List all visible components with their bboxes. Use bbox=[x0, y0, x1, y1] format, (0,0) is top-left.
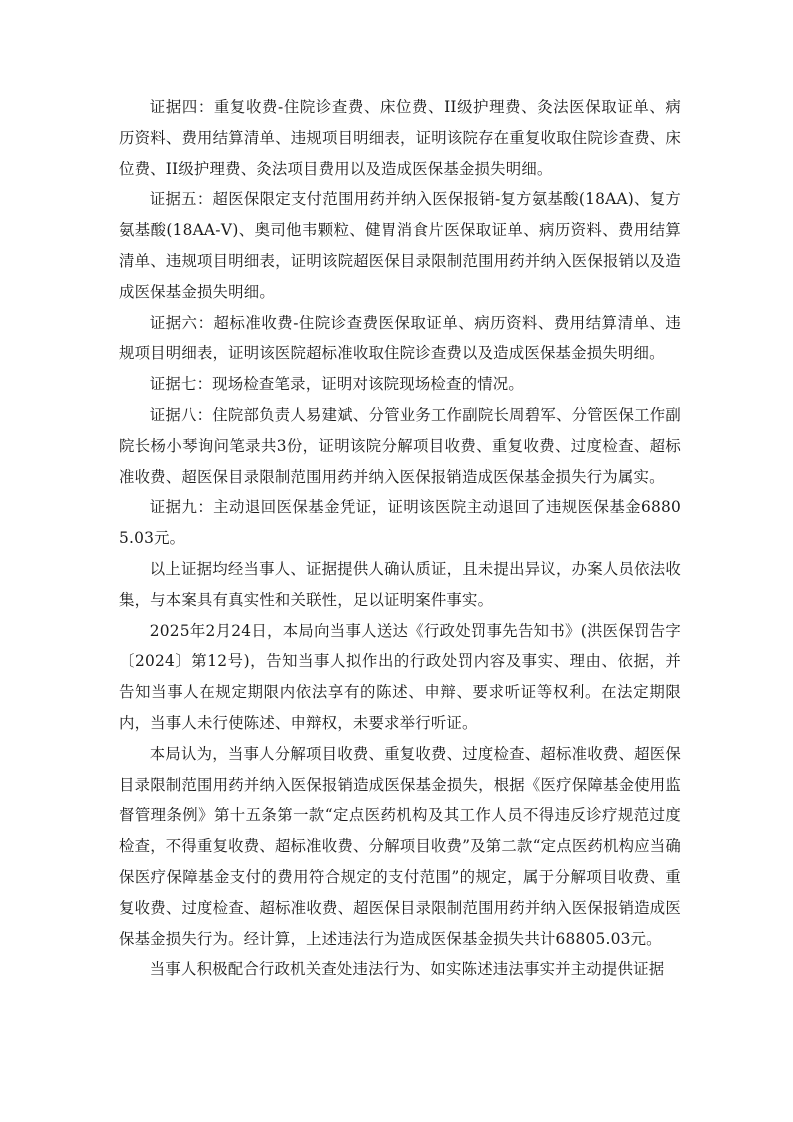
paragraph-evidence-9: 证据九：主动退回医保基金凭证，证明该医院主动退回了违规医保基金68805.03元。 bbox=[119, 498, 681, 548]
paragraph-evidence-4: 证据四：重复收费-住院诊查费、床位费、II级护理费、灸法医保取证单、病历资料、费用结算清单、违规项目明细表，证明该院存在重复收取住院诊查费、床位费、II级护理费、灸法项目费用以及造成医保基金损失明细。 bbox=[119, 98, 681, 178]
paragraph-evidence-summary: 以上证据均经当事人、证据提供人确认质证，且未提出异议，办案人员依法收集，与本案具有真实性和关联性，足以证明案件事实。 bbox=[119, 559, 681, 609]
paragraph-notice-delivery: 2025年2月24日，本局向当事人送达《行政处罚事先告知书》(洪医保罚告字〔2024〕第12号)，告知当事人拟作出的行政处罚内容及事实、理由、依据，并告知当事人在规定期限内依法享有的陈述、申辩、要求听证等权利。在法定期限内，当事人未行使陈述、申辩权，未要求举行听证。 bbox=[119, 621, 681, 732]
paragraph-evidence-5: 证据五：超医保限定支付范围用药并纳入医保报销-复方氨基酸(18AA)、复方氨基酸(18AA-Ⅴ)、奥司他韦颗粒、健胃消食片医保取证单、病历资料、费用结算清单、违规项目明细表，证明该院超医保目录限制范围用药并纳入医保报销以及造成医保基金损失明细。 bbox=[119, 190, 681, 301]
paragraph-evidence-6: 证据六：超标准收费-住院诊查费医保取证单、病历资料、费用结算清单、违规项目明细表，证明该医院超标准收取住院诊查费以及造成医保基金损失明细。 bbox=[119, 313, 681, 363]
paragraph-cooperation: 当事人积极配合行政机关查处违法行为、如实陈述违法事实并主动提供证据 bbox=[149, 960, 665, 979]
paragraph-bureau-finding: 本局认为，当事人分解项目收费、重复收费、过度检查、超标准收费、超医保目录限制范围用药并纳入医保报销造成医保基金损失，根据《医疗保障基金使用监督管理条例》第十五条第一款“定点医药机构及其工作人员不得违反诊疗规范过度检查，不得重复收费、超标准收费、分解项目收费”及第二款“定点医药机构应当确保医疗保障基金支付的费用符合规定的支付范围”的规定，属于分解项目收费、重复收费、过度检查、超标准收费、超医保目录限制范围用药并纳入医保报销造成医保基金损失行为。经计算，上述违法行为造成医保基金损失共计68805.03元。 bbox=[119, 744, 681, 948]
paragraph-evidence-8: 证据八：住院部负责人易建斌、分管业务工作副院长周碧军、分管医保工作副院长杨小琴询问笔录共3份，证明该院分解项目收费、重复收费、过度检查、超标准收费、超医保目录限制范围用药并纳入医保报销造成医保基金损失行为属实。 bbox=[119, 405, 681, 486]
document-body bbox=[119, 92, 681, 985]
paragraph-evidence-7: 证据七：现场检查笔录，证明对该院现场检查的情况。 bbox=[149, 375, 524, 394]
